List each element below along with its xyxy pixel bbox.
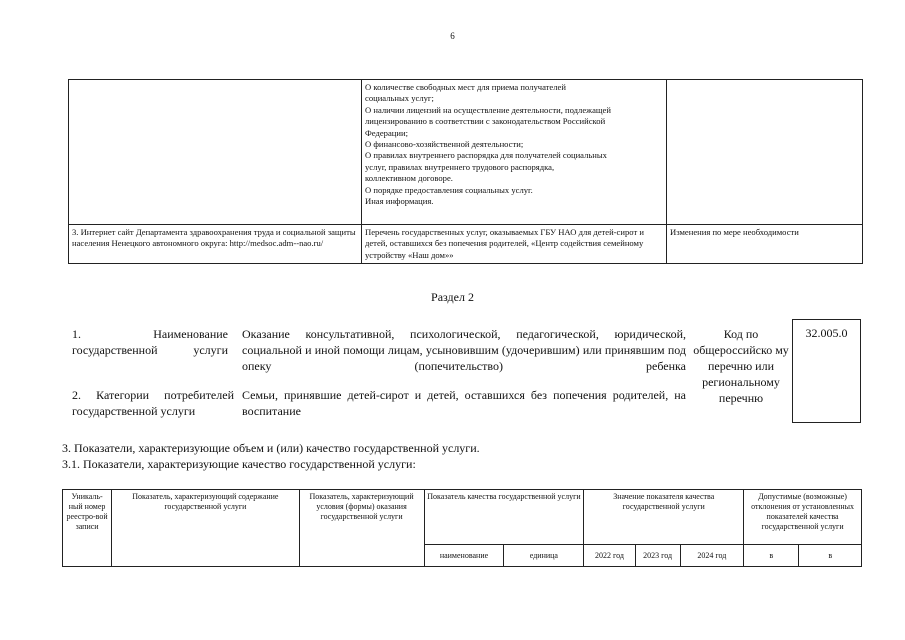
list-item: Федерации;: [365, 127, 408, 138]
consumer-category-text: Семьи, принявшие детей-сирот и детей, оставшихся без попечения родителей, на воспитание: [242, 388, 686, 418]
list-item: О финансово-хозяйственной деятельности;: [365, 139, 524, 150]
code-value: 32.005.0: [792, 319, 861, 423]
subheader-name: наименование: [424, 545, 504, 567]
subheader-deviation-2: в: [799, 545, 862, 567]
list-item: услуг, правилах внутреннего трудового распорядка,: [365, 161, 555, 172]
header-conditions: Показатель, характеризующий условия (формы) оказания государственной услуги: [299, 490, 424, 567]
info-table: [68, 79, 863, 264]
table-header-row: [63, 490, 862, 545]
list-item: Иная информация.: [365, 196, 434, 207]
quality-indicators-heading: 3.1. Показатели, характеризующие качество государственной услуги:: [62, 457, 416, 471]
table-cell: [69, 80, 362, 225]
header-deviation: Допустимые (возможные) отклонения от установленных показателей качества государственной услуги: [744, 490, 862, 545]
header-quality: Показатель качества государственной услуги: [424, 490, 584, 545]
subheader-2022: 2022 год: [584, 545, 635, 567]
service-name-text: Оказание консультативной, психологической, педагогической, юридической, социальной и иной помощи лицам, усыновившим (удочерившим) или принявшим под опеку (попечительство) ребенка: [242, 327, 686, 373]
list-item: О правилах внутреннего распорядка для получателей социальных: [365, 150, 607, 161]
list-item: О количестве свободных мест для приема получателей: [365, 82, 566, 92]
subheader-2024: 2024 год: [680, 545, 744, 567]
section-title: Раздел 2: [431, 290, 474, 304]
subheader-unit: единица: [504, 545, 584, 567]
update-frequency-cell: Изменения по мере необходимости: [667, 225, 863, 264]
list-item: О порядке предоставления социальных услуг.: [365, 184, 533, 195]
list-item: О наличии лицензий на осуществление деятельности, подлежащей: [365, 104, 611, 115]
subheader-2023: 2023 год: [635, 545, 680, 567]
table-row: [69, 225, 863, 264]
header-content: Показатель, характеризующий содержание государственной услуги: [112, 490, 299, 567]
info-list-cell: [362, 80, 667, 225]
list-item: коллективном договоре.: [365, 173, 453, 184]
consumer-category-label: 2. Категории потребителей государственной услуги: [72, 388, 234, 418]
page-number: 6: [450, 31, 455, 41]
table-row: [69, 80, 863, 225]
services-list-cell: Перечень государственных услуг, оказываемых ГБУ НАО для детей-сирот и детей, оставшихся без попечения родителей, «Центр содействия семейному устройству «Наш дом»»: [362, 225, 667, 264]
service-name-label: 1. Наименование государственной услуги: [72, 327, 228, 357]
code-label: Код по общероссийско му перечню или региональному перечню: [693, 327, 789, 405]
table-cell: [667, 80, 863, 225]
header-value: Значение показателя качества государственной услуги: [584, 490, 744, 545]
quality-table: [62, 489, 862, 567]
header-registry: Уникаль-ный номер реестро-вой записи: [63, 490, 112, 567]
subheader-deviation-1: в: [744, 545, 799, 567]
list-item: лицензированию в соответствии с законодательством Российской: [365, 116, 606, 127]
indicators-heading: 3. Показатели, характеризующие объем и (или) качество государственной услуги.: [62, 441, 480, 455]
list-item: социальных услуг;: [365, 93, 434, 104]
website-cell: 3. Интернет сайт Департамента здравоохранения труда и социальной защиты населения Ненецкого автономного округа: http://medsoc.adm--nao.ru/: [69, 225, 362, 264]
